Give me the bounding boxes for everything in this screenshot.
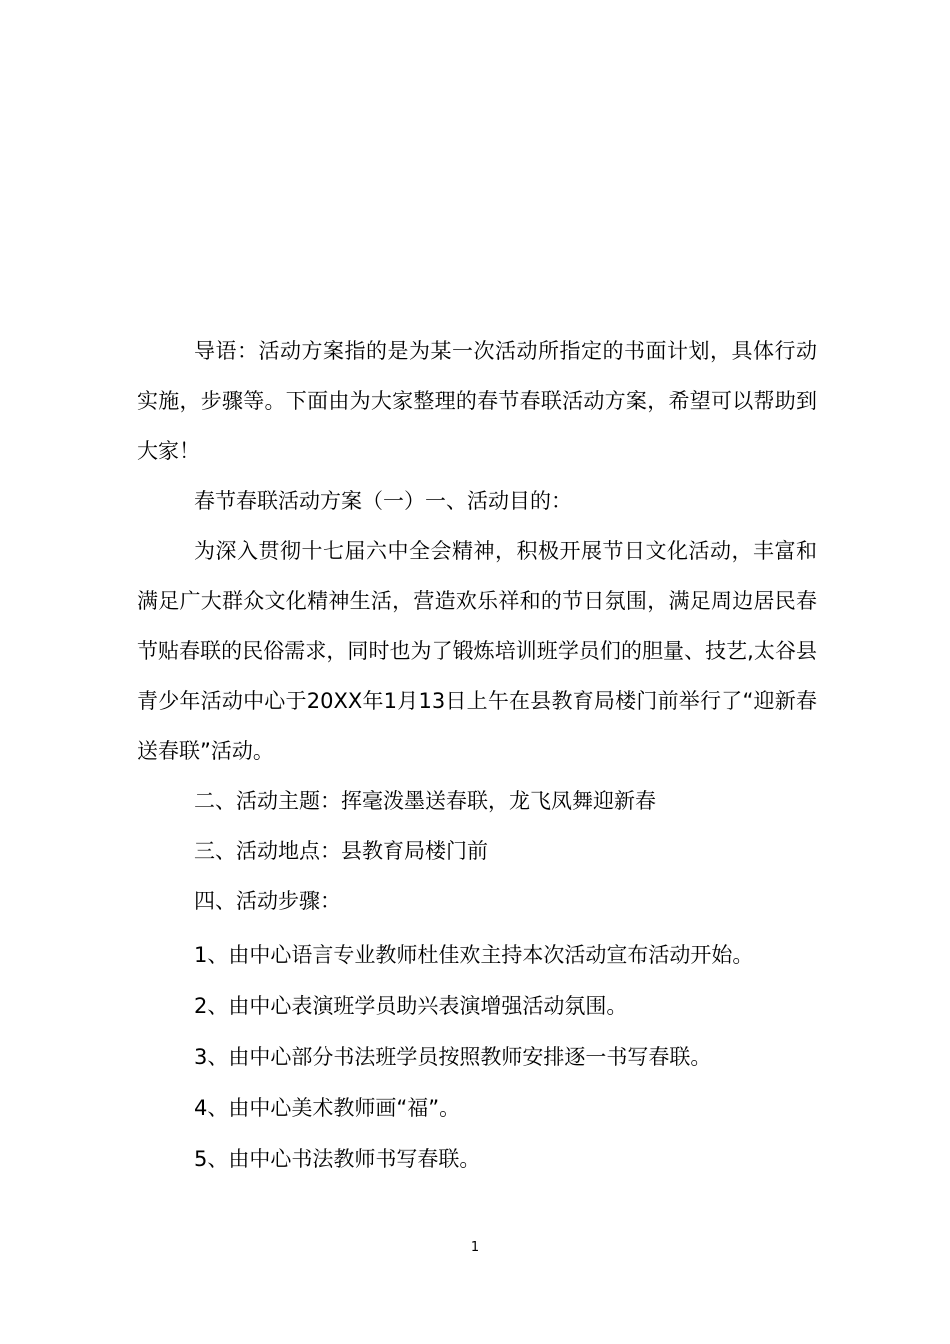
document-body — [137, 326, 817, 926]
step-item-3: 3、由中心部分书法班学员按照教师安排逐一书写春联。 — [194, 1045, 712, 1069]
page-number: 1 — [470, 1240, 480, 1255]
theme-line: 二、活动主题：挥毫泼墨送春联，龙飞凤舞迎新春 — [194, 789, 656, 813]
steps-heading: 四、活动步骤： — [194, 889, 341, 913]
step-item-4: 4、由中心美术教师画“福”。 — [194, 1096, 461, 1120]
step-item-5: 5、由中心书法教师书写春联。 — [194, 1147, 481, 1171]
intro-paragraph: 导语：活动方案指的是为某一次活动所指定的书面计划，具体行动实施，步骤等。下面由为大家整理的春节春联活动方案，希望可以帮助到大家！ — [137, 339, 817, 463]
step-item-2: 2、由中心表演班学员助兴表演增强活动氛围。 — [194, 994, 628, 1018]
purpose-paragraph: 为深入贯彻十七届六中全会精神，积极开展节日文化活动，丰富和满足广大群众文化精神生活，营造欢乐祥和的节日氛围，满足周边居民春节贴春联的民俗需求，同时也为了锻炼培训班学员们的胆量、技艺,太谷县青少年活动中心于20XX年1月13日上午在县教育局楼门前举行了“迎新春送春联”活动。 — [137, 539, 817, 763]
plan-heading: 春节春联活动方案（一）一、活动目的： — [194, 489, 572, 513]
step-item-1: 1、由中心语言专业教师杜佳欢主持本次活动宣布活动开始。 — [194, 943, 754, 967]
location-line: 三、活动地点：县教育局楼门前 — [194, 839, 488, 863]
steps-list — [137, 930, 817, 1185]
